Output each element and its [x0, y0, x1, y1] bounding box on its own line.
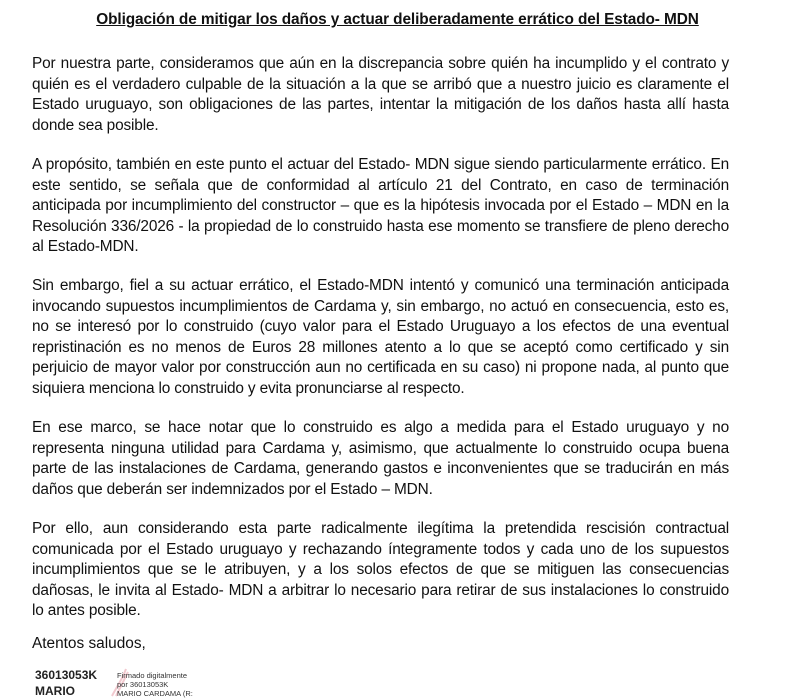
digital-signature-line: Firmado digitalmente	[117, 671, 188, 680]
document-title: Obligación de mitigar los daños y actuar deliberadamente errático del Estado- MDN	[96, 11, 699, 28]
paragraph-request: Por ello, aun considerando esta parte radicalmente ilegítima la pretendida rescisión contractual comunicada por el Estado uruguayo y rechazando íntegramente todos y cada uno de los supuestos incumplimientos que se le atribuyen, y a los solos efectos de que se mitiguen las consecuencias dañosas, le invita al Estado- MDN a arbitrar lo necesario para retirar de sus instalaciones lo construido lo antes posible.	[32, 520, 729, 619]
paragraph-termination: Sin embargo, fiel a su actuar errático, el Estado-MDN intentó y comunicó una terminación anticipada invocando supuestos incumplimientos de Cardama y, sin embargo, no actuó en consecuencia, esto es, no se interesó por lo construido (cuyo valor para el Estado Uruguayo a los efectos de una eventual repristinación es no menos de Euros 28 millones atento a lo que se aceptó como certificado y sin perjuicio de mayor valor por construcción aun no certificada en su caso) ni propone nada, al punto que siquiera menciona lo construido y evita pronunciarse al respecto.	[32, 277, 729, 397]
digital-signature-line: MARIO CARDAMA (R:	[117, 689, 193, 698]
signature-id: 36013053K	[35, 668, 98, 682]
signature-name: MARIO	[35, 684, 75, 698]
digital-signature-line: por 36013053K	[117, 680, 169, 689]
paragraph-mitigation: Por nuestra parte, consideramos que aún en la discrepancia sobre quién ha incumplido y el contrato y quién es el verdadero culpable de la situación a la que se arribó que a nuestro juicio es claramente el Estado uruguayo, son obligaciones de las partes, intentar la mitigación de los daños hasta allí hasta donde sea posible.	[32, 55, 729, 134]
closing-salutation: Atentos saludos,	[32, 635, 146, 652]
paragraph-erratic-conduct: A propósito, también en este punto el actuar del Estado- MDN sigue siendo particularmente errático. En este sentido, se señala que de conformidad al artículo 21 del Contrato, en caso de terminación anticipada por incumplimiento del constructor – que es la hipótesis invocada por el Estado – MDN en la Resolución 336/2026 - la propiedad de lo construido hasta ese momento se transfiere de pleno derecho al Estado-MDN.	[32, 156, 729, 255]
paragraph-construction-cost: En ese marco, se hace notar que lo construido es algo a medida para el Estado uruguayo y no representa ninguna utilidad para Cardama y, asimismo, que actualmente lo construido ocupa buena parte de las instalaciones de Cardama, generando gastos e inconvenientes que se traducirán en más daños que deberán ser indemnizados por el Estado – MDN.	[32, 419, 729, 498]
digital-signature-text	[117, 671, 207, 698]
